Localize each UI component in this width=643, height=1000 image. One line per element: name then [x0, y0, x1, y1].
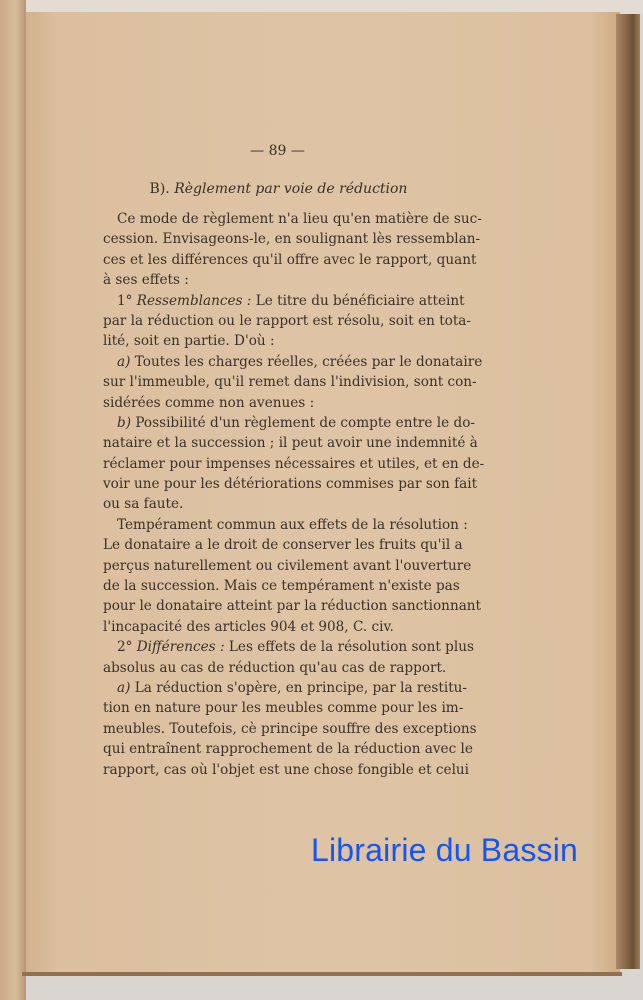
text-segment: par la réduction ou le rapport est résolu, soit en tota- — [103, 312, 472, 329]
text-segment: lité, soit en partie. D'où : — [103, 333, 275, 350]
text-line — [103, 637, 474, 657]
text-line — [103, 331, 454, 351]
text-segment: La réduction s'opère, en principe, par la restitu- — [130, 679, 468, 696]
text-segment: tion en nature pour les meubles comme pour les im- — [103, 700, 464, 717]
text-line — [103, 229, 481, 249]
text-line — [103, 494, 454, 514]
text-segment: Le donataire a le droit de conserver les fruits qu'il a — [103, 537, 463, 554]
text-line — [103, 352, 483, 372]
page-number: — 89 — — [250, 143, 305, 159]
text-segment: absolus au cas de réduction qu'au cas de rapport. — [103, 659, 447, 676]
text-segment: sur l'immeuble, qu'il remet dans l'indivision, sont con- — [103, 374, 477, 391]
text-segment: ces et les différences qu'il offre avec le rapport, quant — [103, 251, 477, 268]
text-segment: l'incapacité des articles 904 et 908, C. civ. — [103, 618, 394, 635]
text-segment: Tempérament commun aux effets de la résolution : — [117, 516, 468, 533]
text-segment: Ce mode de règlement n'a lieu qu'en matière de suc- — [117, 211, 482, 227]
text-line — [103, 739, 473, 759]
text-segment: Toutes les charges réelles, créées par le donataire — [130, 353, 483, 370]
italic-text: b) — [117, 414, 132, 431]
text-line — [103, 596, 482, 616]
text-line — [103, 311, 472, 331]
text-segment: sidérées comme non avenues : — [103, 394, 315, 411]
text-segment: meubles. Toutefois, cè principe souffre des exceptions — [103, 720, 477, 737]
text-line — [103, 250, 477, 270]
text-line — [103, 270, 454, 290]
text-segment: pour le donataire atteint par la réduction sanctionnant — [103, 598, 482, 615]
text-segment: de la succession. Mais ce tempérament n'existe pas — [103, 578, 460, 595]
page-number-row — [0, 143, 643, 159]
text-line — [103, 719, 477, 739]
text-line — [103, 372, 477, 392]
text-line — [103, 658, 454, 678]
text-line — [103, 576, 460, 596]
text-line — [103, 698, 464, 718]
heading-label: B). — [149, 181, 170, 197]
page-bottom-edge — [22, 972, 622, 976]
text-line — [103, 433, 478, 453]
body-text — [103, 209, 485, 780]
text-segment: à ses effets : — [103, 272, 189, 289]
text-segment: nataire et la succession ; il peut avoir une indemnité à — [103, 435, 478, 452]
text-segment: 1° — [117, 292, 137, 309]
text-line — [103, 474, 478, 494]
watermark: Librairie du Bassin — [311, 832, 579, 868]
heading-title: Règlement par voie de réduction — [174, 181, 408, 197]
text-line — [103, 393, 454, 413]
text-line — [103, 413, 475, 433]
italic-text: a) — [117, 353, 131, 370]
italic-text: Différences : — [136, 639, 225, 656]
text-line — [103, 291, 465, 311]
text-segment: Les effets de la résolution sont plus — [224, 639, 474, 656]
text-line — [103, 209, 482, 229]
text-segment: Le titre du bénéficiaire atteint — [251, 292, 465, 309]
text-segment: Possibilité d'un règlement de compte entre le do- — [131, 414, 475, 431]
italic-text: Ressemblances : — [136, 292, 252, 309]
text-segment: 2° — [117, 639, 137, 656]
text-line — [103, 535, 463, 555]
text-segment: cession. Envisageons-le, en soulignant lès ressemblan- — [103, 231, 481, 248]
text-segment: ou sa faute. — [103, 496, 184, 513]
text-segment: perçus naturellement ou civilement avant l'ouverture — [103, 557, 472, 574]
text-line — [103, 760, 470, 780]
text-line — [103, 678, 468, 698]
text-segment: voir une pour les détériorations commises par son fait — [103, 476, 478, 493]
text-segment: rapport, cas où l'objet est une chose fongible et celui — [103, 761, 470, 778]
text-line — [103, 556, 472, 576]
text-segment: qui entraînent rapprochement de la réduction avec le — [103, 741, 473, 758]
text-line — [103, 454, 485, 474]
italic-text: a) — [117, 679, 131, 696]
text-line — [103, 617, 454, 637]
section-heading — [0, 181, 643, 197]
text-segment: réclamer pour impenses nécessaires et utiles, et en de- — [103, 455, 485, 472]
text-line — [103, 515, 468, 535]
